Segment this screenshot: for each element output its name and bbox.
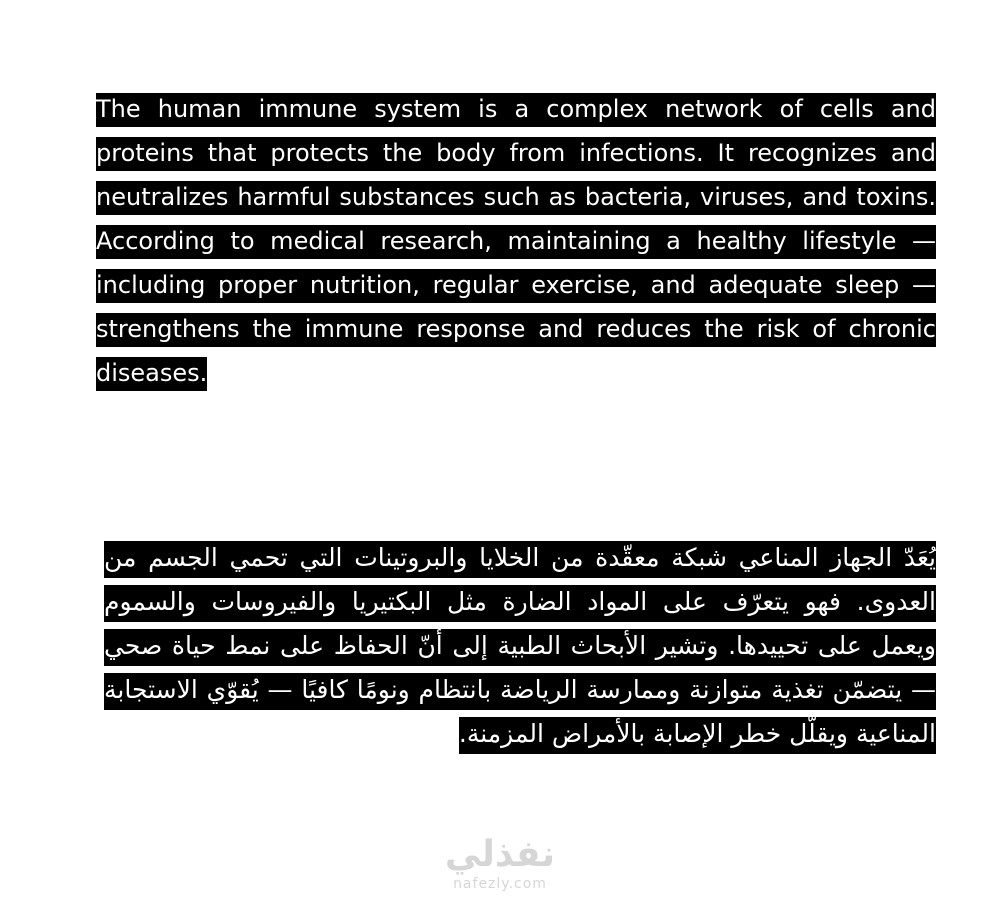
watermark-latin-text: nafezly.com bbox=[453, 876, 547, 892]
arabic-paragraph-text: يُعَدّ الجهاز المناعي شبكة معقّدة من الخلايا والبروتينات التي تحمي الجسم من العدوى. فهو يتعرّف على المواد الضارة مثل البكتيريا والفيروسات والسموم ويعمل على تحييدها. وتشير الأبحاث الطبية إلى أنّ الحفاظ على نمط حياة صحي — يتضمّن تغذية متوازنة وممارسة الرياضة بانتظام ونومًا كافيًا — يُقوّي الاستجابة المناعية ويقلّل خطر الإصابة بالأمراض المزمنة. bbox=[104, 541, 936, 754]
watermark-logo bbox=[430, 834, 570, 892]
watermark-arabic-text: نفذلي bbox=[444, 834, 556, 875]
english-paragraph bbox=[96, 87, 936, 395]
english-paragraph-text: The human immune system is a complex network of cells and proteins that protects the body from infections. It recognizes and neutralizes harmful substances such as bacteria, viruses, and toxins. According to medical research, maintaining a healthy lifestyle — including proper nutrition, regular exercise, and adequate sleep — strengthens the immune response and reduces the risk of chronic diseases. bbox=[96, 93, 936, 391]
arabic-paragraph bbox=[104, 536, 936, 756]
